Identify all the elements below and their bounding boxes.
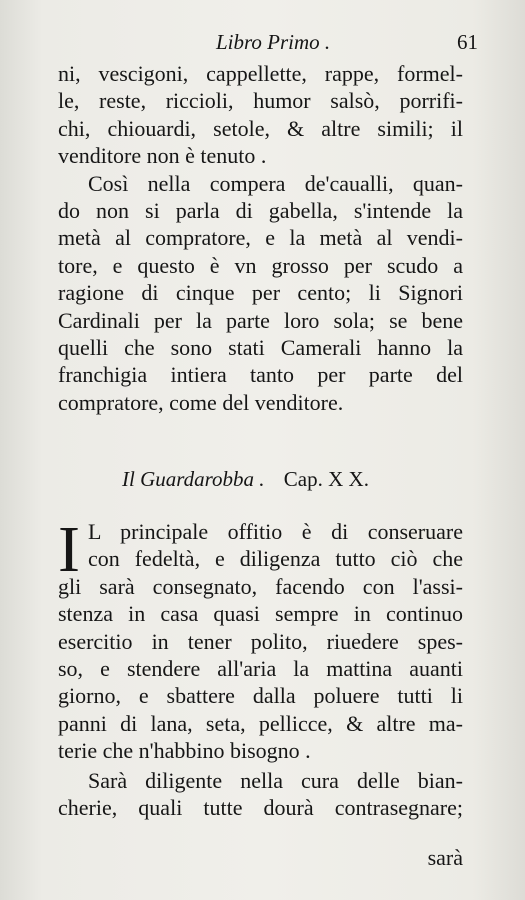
- text-line: L principale offitio è di conseruare: [88, 519, 463, 544]
- running-head: Libro Primo .: [216, 30, 331, 54]
- text-line: ni, vescigoni, cappellette, rappe, formel-: [58, 61, 463, 86]
- text-line: chi, chiouardi, setole, & altre simili; il: [58, 115, 463, 141]
- text-line: con fedeltà, e diligenza tutto ciò che: [88, 546, 463, 572]
- text-line: giorno, e sbattere dalla poluere tutti li: [58, 683, 463, 709]
- text-line: Sarà diligente nella cura delle bian-: [88, 767, 463, 793]
- text-line: metà al compratore, e la metà al vendi-: [58, 225, 463, 251]
- text-line: esercitio in tener polito, riuedere spes-: [58, 628, 463, 654]
- text-line: venditore non è tenuto .: [58, 143, 267, 169]
- text-line: le, reste, riccioli, humor salsò, porrifi-: [58, 88, 463, 114]
- text-line: cherie, quali tutte dourà contrasegnare;: [58, 794, 463, 820]
- text-line: stenza in casa quasi sempre in continuo: [58, 601, 463, 627]
- text-line: ragione di cinque per cento; li Signori: [58, 280, 463, 306]
- text-line: Cardinali per la parte loro sola; se bene: [58, 307, 463, 333]
- page-header: [58, 28, 478, 58]
- text-line: terie che n'habbino bisogno .: [58, 738, 311, 764]
- text-line: tore, e questo è vn grosso per scudo a: [58, 252, 463, 278]
- text-line: so, e stendere all'aria la mattina auanti: [58, 655, 463, 681]
- chapter-heading: [122, 467, 422, 492]
- text-line: Così nella compera de'caualli, quan-: [88, 170, 463, 196]
- page-number: 61: [457, 30, 478, 54]
- chapter-title: Il Guardarobba .: [122, 467, 265, 491]
- text-line: do non si parla di gabella, s'intende la: [58, 197, 463, 223]
- text-line: gli sarà consegnato, facendo con l'assi-: [58, 573, 463, 599]
- text-line: compratore, come del venditore.: [58, 389, 344, 415]
- text-line: quelli che sono stati Camerali hanno la: [58, 334, 463, 360]
- text-line: panni di lana, seta, pellicce, & altre ma-: [58, 710, 463, 736]
- body-text-top: [58, 60, 463, 416]
- chapter-body: [58, 513, 463, 821]
- text-line: franchigia intiera tanto per parte del: [58, 362, 463, 388]
- chapter-number: Cap. X X.: [283, 467, 369, 491]
- catchword: sarà: [427, 845, 463, 870]
- drop-initial: I: [58, 513, 80, 586]
